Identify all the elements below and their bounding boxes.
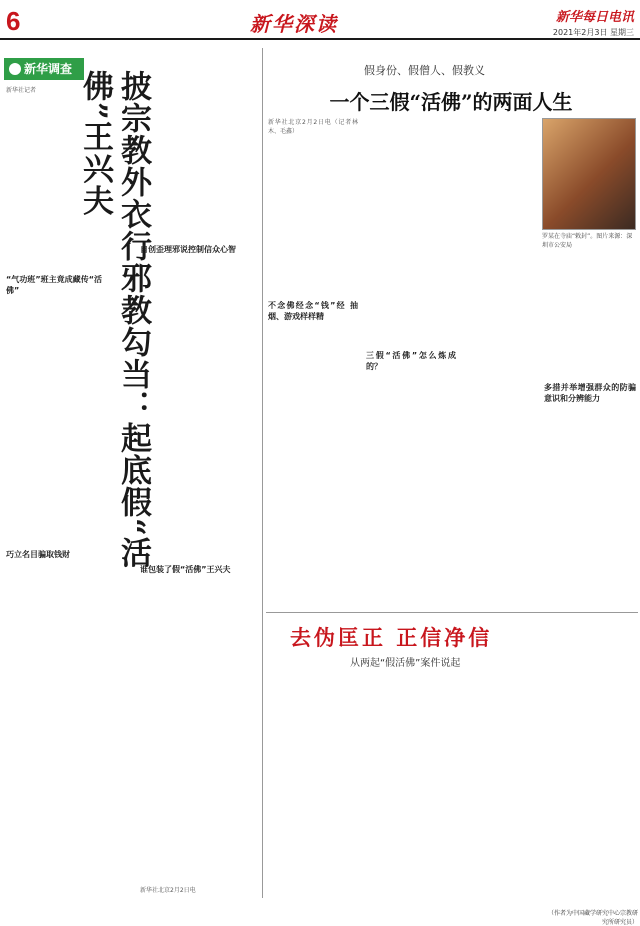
right-subhead-1-box (268, 296, 358, 321)
kicker: 假身份、假僧人、假教义 (364, 64, 485, 77)
mid-column-top (160, 50, 214, 250)
lead: 新华社北京2月2日电（记者林木、毛鑫） (268, 119, 358, 135)
left-subhead-1-box (6, 270, 102, 300)
bottom-subheadline: 从两起“假活佛”案件说起 (350, 658, 461, 669)
subhead: 巧立名目骗取钱财 (6, 550, 70, 559)
section-masthead: 新华深读 (250, 12, 338, 36)
article-photo (542, 118, 636, 230)
main-headline-vertical: 披宗教外衣行邪教勾当：起底假“活佛”王兴夫 (77, 70, 151, 569)
dateline: 新华社记者 (6, 87, 37, 94)
lead-box (268, 118, 358, 135)
bottom-headline: 去伪匡正 正信净信 (290, 625, 493, 650)
byline: 新华社北京2月2日电 (140, 887, 196, 894)
issue-date: 2021年2月3日 星期三 (552, 28, 634, 37)
column-divider (262, 48, 263, 898)
section-tag: 新华调查 (4, 58, 84, 80)
subhead: 多措并举增强群众的防骗意识和分辨能力 (544, 383, 636, 403)
paper-brand (553, 6, 634, 38)
section-divider (266, 612, 638, 613)
subhead: “气功班”班主竟成藏传“活佛” (6, 275, 102, 295)
right-subhead-2-box (366, 346, 456, 371)
subhead: 谁包装了假“活佛”王兴夫 (140, 565, 231, 574)
right-subhead-3-box (544, 378, 636, 403)
subhead: 自创歪理邪说控制信众心智 (140, 245, 236, 254)
left-subhead-2-box (6, 545, 102, 565)
left-byline-box (140, 886, 258, 898)
photo-caption: 罗某在寺庙“敕封”。图片来源：深圳市公安局 (542, 233, 633, 249)
paper-name: 新华每日电讯 (555, 10, 634, 25)
subhead: 不念佛经念“钱”经 抽烟、游戏样样精 (268, 301, 358, 321)
author-credit: （作者为中国藏学研究中心宗教研究所研究员） (548, 910, 639, 926)
page-header (0, 0, 640, 40)
subhead-box-3 (140, 560, 240, 580)
subhead: 三假“活佛”怎么炼成的？ (366, 351, 456, 371)
article-headline: 一个三假“活佛”的两面人生 (329, 90, 573, 114)
subhead-box-4 (140, 240, 258, 260)
page-number: 6 (6, 6, 21, 36)
